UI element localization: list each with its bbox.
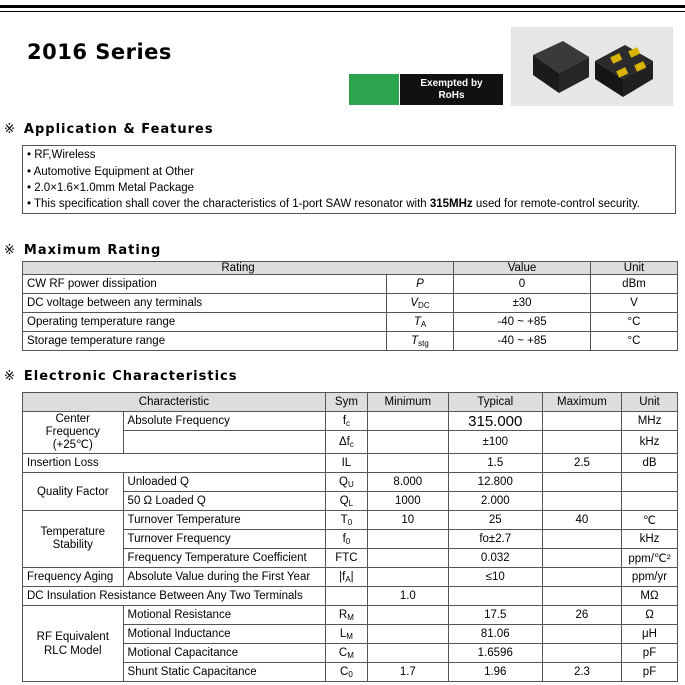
table-cell: -40 ~ +85 bbox=[454, 332, 591, 351]
table-cell: $\Delta f_c$ bbox=[325, 431, 367, 454]
table-cell: Turnover Frequency bbox=[123, 530, 325, 549]
table-cell: Motional Resistance bbox=[123, 606, 325, 625]
table-cell: $T_0$ bbox=[325, 511, 367, 530]
table-cell: $f_c$ bbox=[325, 412, 367, 431]
table-cell: 2.000 bbox=[448, 492, 542, 511]
table-cell: MHz bbox=[622, 412, 678, 431]
table-cell: 1.7 bbox=[367, 663, 448, 682]
table-cell: Insertion Loss bbox=[23, 454, 326, 473]
table-cell: 50 Ω Loaded Q bbox=[123, 492, 325, 511]
green-swatch bbox=[349, 74, 399, 105]
table-cell: ±30 bbox=[454, 294, 591, 313]
ec-header-max: Maximum bbox=[542, 393, 621, 412]
table-row bbox=[23, 412, 678, 431]
section-max-rating: ※ Maximum Rating bbox=[4, 243, 162, 258]
features-box bbox=[22, 145, 676, 214]
table-cell bbox=[542, 568, 621, 587]
table-cell: $V_{DC}$ bbox=[387, 294, 454, 313]
table-cell: 2.5 bbox=[542, 454, 621, 473]
table-cell: 0.032 bbox=[448, 549, 542, 568]
ec-header-unit: Unit bbox=[622, 393, 678, 412]
table-cell: $|f_A|$ bbox=[325, 568, 367, 587]
table-cell: 1000 bbox=[367, 492, 448, 511]
page-title: 2016 Series bbox=[27, 40, 172, 64]
table-cell: μH bbox=[622, 625, 678, 644]
table-cell: °C bbox=[591, 313, 678, 332]
table-cell bbox=[542, 530, 621, 549]
top-rule-thin bbox=[0, 11, 685, 12]
ec-header-typ: Typical bbox=[448, 393, 542, 412]
table-cell: ppm/℃² bbox=[622, 549, 678, 568]
rohs-badge bbox=[400, 74, 503, 105]
table-cell: $Q_L$ bbox=[325, 492, 367, 511]
table-cell: Storage temperature range bbox=[23, 332, 387, 351]
table-cell bbox=[367, 606, 448, 625]
table-cell: 1.6596 bbox=[448, 644, 542, 663]
table-cell: 2.3 bbox=[542, 663, 621, 682]
table-cell: Ω bbox=[622, 606, 678, 625]
ec-header-sym: Sym bbox=[325, 393, 367, 412]
feature-item: • This specification shall cover the characteristics of 1-port SAW resonator with 315MHz used for remote-control security. bbox=[27, 198, 640, 210]
table-cell: 81.06 bbox=[448, 625, 542, 644]
table-cell: Absolute Frequency bbox=[123, 412, 325, 431]
table-cell: ≤10 bbox=[448, 568, 542, 587]
ec-header-characteristic: Characteristic bbox=[23, 393, 326, 412]
table-cell bbox=[367, 412, 448, 431]
table-cell bbox=[367, 625, 448, 644]
table-cell: Unloaded Q bbox=[123, 473, 325, 492]
table-cell: $C_M$ bbox=[325, 644, 367, 663]
table-cell: 12.800 bbox=[448, 473, 542, 492]
table-cell bbox=[325, 587, 367, 606]
table-cell bbox=[542, 473, 621, 492]
table-row bbox=[23, 275, 678, 294]
table-cell: $f_0$ bbox=[325, 530, 367, 549]
table-row bbox=[23, 262, 678, 275]
table-cell: dB bbox=[622, 454, 678, 473]
table-cell: Frequency Temperature Coefficient bbox=[123, 549, 325, 568]
table-cell: V bbox=[591, 294, 678, 313]
table-cell: 1.0 bbox=[367, 587, 448, 606]
table-cell: fo±2.7 bbox=[448, 530, 542, 549]
mr-header-rating: Rating bbox=[23, 262, 454, 275]
table-cell: pF bbox=[622, 644, 678, 663]
table-cell: Temperature Stability bbox=[23, 511, 124, 568]
table-cell bbox=[123, 431, 325, 454]
table-cell bbox=[448, 587, 542, 606]
table-cell bbox=[542, 492, 621, 511]
table-cell: Motional Capacitance bbox=[123, 644, 325, 663]
electronic-table bbox=[22, 392, 678, 682]
table-cell bbox=[542, 412, 621, 431]
table-cell: °C bbox=[591, 332, 678, 351]
table-cell: Frequency Aging bbox=[23, 568, 124, 587]
table-row bbox=[23, 332, 678, 351]
table-cell: Operating temperature range bbox=[23, 313, 387, 332]
table-cell bbox=[367, 644, 448, 663]
table-cell: 40 bbox=[542, 511, 621, 530]
section-electronic: ※ Electronic Characteristics bbox=[4, 369, 238, 384]
table-cell bbox=[367, 454, 448, 473]
table-cell: 8.000 bbox=[367, 473, 448, 492]
table-cell bbox=[542, 644, 621, 663]
table-cell: P bbox=[387, 275, 454, 294]
table-cell: 315.000 bbox=[448, 412, 542, 431]
table-row bbox=[23, 393, 678, 412]
table-row bbox=[23, 568, 678, 587]
feature-item: • RF,Wireless bbox=[27, 149, 96, 161]
table-cell: dBm bbox=[591, 275, 678, 294]
table-cell: Absolute Value during the First Year bbox=[123, 568, 325, 587]
table-cell bbox=[622, 492, 678, 511]
rohs-line2: RoHs bbox=[438, 89, 465, 101]
top-rule bbox=[0, 5, 685, 8]
table-cell: MΩ bbox=[622, 587, 678, 606]
table-cell: $Q_U$ bbox=[325, 473, 367, 492]
table-cell: kHz bbox=[622, 530, 678, 549]
ec-header-min: Minimum bbox=[367, 393, 448, 412]
table-cell bbox=[367, 549, 448, 568]
mr-header-unit: Unit bbox=[591, 262, 678, 275]
table-row bbox=[23, 313, 678, 332]
table-cell: pF bbox=[622, 663, 678, 682]
table-cell: $T_{stg}$ bbox=[387, 332, 454, 351]
table-cell: DC voltage between any terminals bbox=[23, 294, 387, 313]
table-cell: DC Insulation Resistance Between Any Two Terminals bbox=[23, 587, 326, 606]
table-cell: Quality Factor bbox=[23, 473, 124, 511]
table-cell: $L_M$ bbox=[325, 625, 367, 644]
table-cell: IL bbox=[325, 454, 367, 473]
table-cell bbox=[542, 549, 621, 568]
table-cell: ℃ bbox=[622, 511, 678, 530]
table-cell: Center Frequency (+25℃) bbox=[23, 412, 124, 454]
product-photo bbox=[511, 27, 673, 106]
table-cell: 1.5 bbox=[448, 454, 542, 473]
table-cell: -40 ~ +85 bbox=[454, 313, 591, 332]
mr-header-value: Value bbox=[454, 262, 591, 275]
table-row bbox=[23, 606, 678, 625]
table-row bbox=[23, 294, 678, 313]
table-cell: $R_M$ bbox=[325, 606, 367, 625]
table-cell bbox=[622, 473, 678, 492]
table-cell bbox=[542, 587, 621, 606]
feature-item: • 2.0×1.6×1.0mm Metal Package bbox=[27, 182, 195, 194]
table-cell: $C_0$ bbox=[325, 663, 367, 682]
table-cell: 10 bbox=[367, 511, 448, 530]
table-row bbox=[23, 454, 678, 473]
table-cell: $T_A$ bbox=[387, 313, 454, 332]
table-cell bbox=[367, 568, 448, 587]
rohs-line1: Exempted by bbox=[420, 77, 483, 89]
table-cell: kHz bbox=[622, 431, 678, 454]
section-application: ※ Application & Features bbox=[4, 122, 214, 137]
max-rating-table bbox=[22, 261, 678, 351]
table-row bbox=[23, 587, 678, 606]
table-cell: FTC bbox=[325, 549, 367, 568]
table-cell bbox=[367, 530, 448, 549]
table-cell: Turnover Temperature bbox=[123, 511, 325, 530]
table-cell: ppm/yr bbox=[622, 568, 678, 587]
table-cell bbox=[542, 431, 621, 454]
table-cell: ±100 bbox=[448, 431, 542, 454]
table-cell: 26 bbox=[542, 606, 621, 625]
table-cell: 25 bbox=[448, 511, 542, 530]
table-cell: 0 bbox=[454, 275, 591, 294]
table-cell: 1.96 bbox=[448, 663, 542, 682]
table-cell: CW RF power dissipation bbox=[23, 275, 387, 294]
table-cell: 17.5 bbox=[448, 606, 542, 625]
table-cell bbox=[542, 625, 621, 644]
table-cell: Shunt Static Capacitance bbox=[123, 663, 325, 682]
table-cell: Motional Inductance bbox=[123, 625, 325, 644]
table-row bbox=[23, 511, 678, 530]
table-cell: RF Equivalent RLC Model bbox=[23, 606, 124, 682]
table-row bbox=[23, 473, 678, 492]
feature-item: • Automotive Equipment at Other bbox=[27, 166, 195, 178]
table-cell bbox=[367, 431, 448, 454]
